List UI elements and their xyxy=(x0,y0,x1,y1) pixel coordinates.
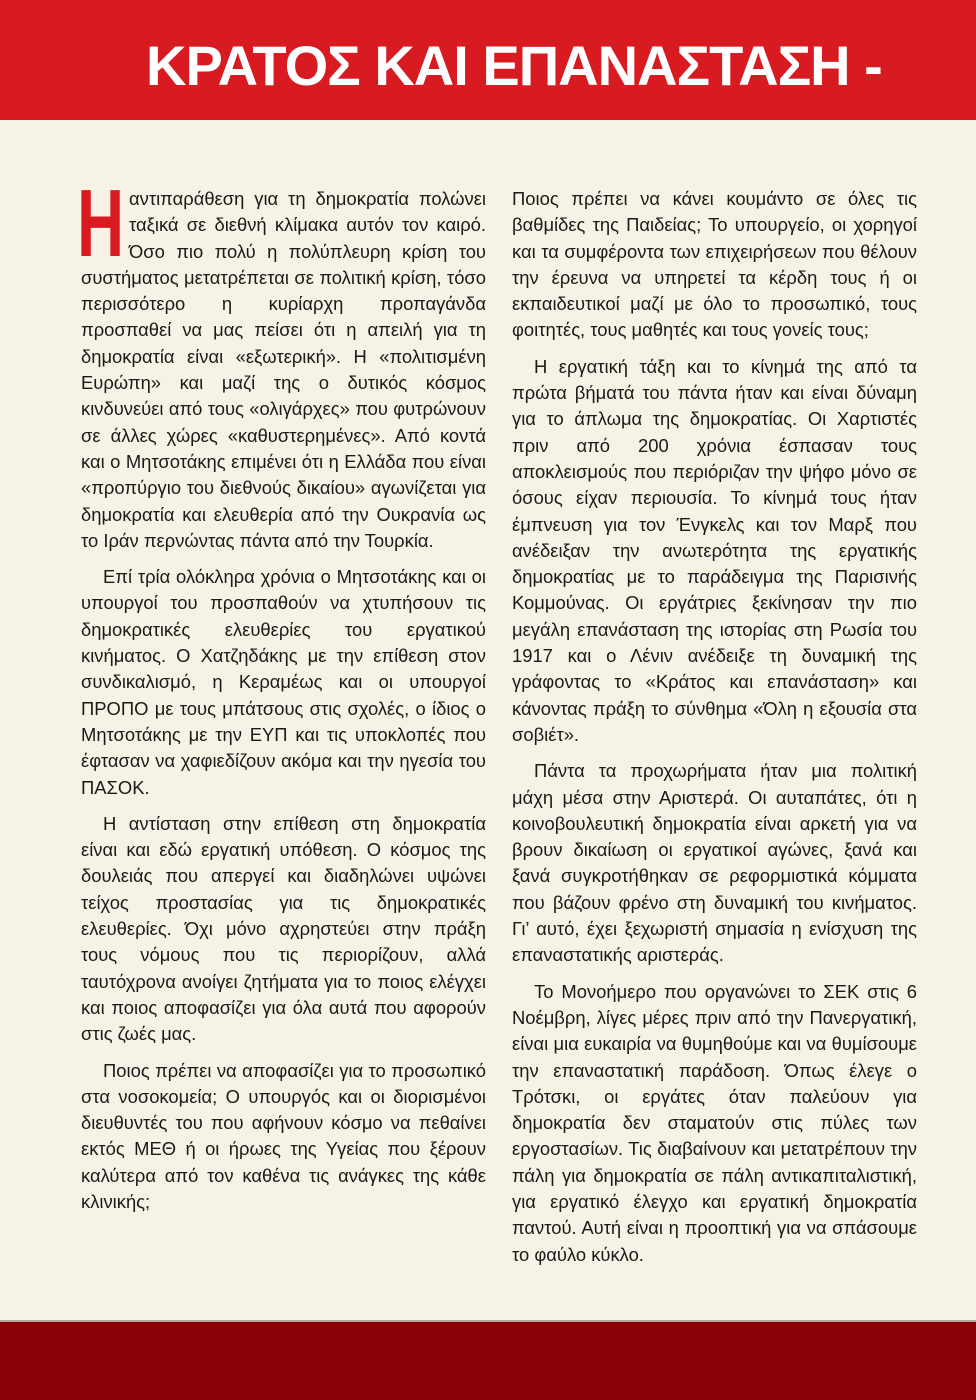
paragraph-intro xyxy=(77,170,486,554)
paragraph: Η εργατική τάξη και το κίνημά της από τα πρώτα βήματά του πάντα ήταν και είναι δύναμη για το άπλωμα της δημοκρατίας. Οι Χαρτιστές πριν από 200 χρόνια έσπασαν τους αποκλεισμούς που περιόριζαν την ψήφο μόνο σε όσους είχαν περιουσία. Το κίνημά τους ήταν έμπνευση για τον Ένγκελς και τον Μαρξ που ανέδειξαν την ανωτερότητα της εργατικής δημοκρατίας με το παράδειγμα της Παρισινής Κομμούνας. Οι εργάτριες ξεκίνησαν την πιο μεγάλη επανάσταση της ιστορίας στη Ρωσία του 1917 και ο Λένιν ανέδειξε τη δυναμική της γράφοντας το «Κράτος και επανάσταση» και κάνοντας πράξη το σύνθημα «Όλη η εξουσία στα σοβιέτ». xyxy=(512,355,917,745)
drop-cap: Η xyxy=(77,170,125,277)
paragraph: Πάντα τα προχωρήματα ήταν μια πολιτική μάχη μέσα στην Αριστερά. Οι αυταπάτες, ότι η κοινοβουλευτική δημοκρατία είναι αρκετή για να βρουν δικαίωση οι εργατικοί αγώνες, ξανά και ξανά συγκροτήθηκαν σε ρεφορμιστικά κόμματα που βάζουν φρένο στη δυναμική του κινήματος. Γι’ αυτό, έχει ξεχωριστή σημασία η ενίσχυση της επαναστατικής αριστεράς. xyxy=(512,760,917,966)
paragraph: Το Μονοήμερο που οργανώνει το ΣΕΚ στις 6 Νοέμβρη, λίγες μέρες πριν από την Πανεργατική, είναι μια ευκαιρία να θυμηθούμε και να θυμίσουμε την επαναστατική παράδοση. Όπως έλεγε ο Τρότσκι, οι εργάτες όταν παλεύουν για δημοκρατία δεν σταματούν στις πύλες των εργοστασίων. Τις διαβαίνουν και μετατρέπουν την πάλη για δημοκρατία σε πάλη αντικαπιταλιστική, για εργατικό έλεγχο και εργατική δημοκρατία παντού. Αυτή είναι η προοπτική για να σπάσουμε το φαύλο κύκλο. xyxy=(512,980,917,1265)
paragraph: Η αντίσταση στην επίθεση στη δημοκρατία είναι και εδώ εργατική υπόθεση. Ο κόσμος της δουλειάς που απεργεί και διαδηλώνει υψώνει τείχος προστασίας για τις δημοκρατικές ελευθερίες. Όχι μόνο αχρηστεύει στην πράξη τους νόμους που τις περιορίζουν, αλλά ταυτόχρονα ανοίγει ζητήματα για το ποιος ελέγχει και ποιος αποφασίζει για όλα αυτά που αφορούν στις ζωές μας. xyxy=(81,812,486,1045)
article-body xyxy=(77,170,917,1276)
paragraph-intro-text: αντιπαράθεση για τη δημοκρατία πολώνει ταξικά σε διεθνή κλίμακα αυτόν τον καιρό. Όσο πιο πολύ η πολύπλευρη κρίση του συστήματος μετατρέπεται σε πολιτική κρίση, τόσο περισσότερο η κυρίαρχη προπαγάνδα προσπαθεί να μας πείσει ότι η απειλή για τη δημοκρατία είναι «εξωτερική». Η «πολιτισμένη Ευρώπη» και μαζί της ο δυτικός κόσμος κινδυνεύει από τους «ολιγάρχες» που φυτρώνουν σε άλλες χώρες «καθυστερημένες». Από κοντά και ο Μητσοτάκης επιμένει ότι η Ελλάδα που είναι «προπύργιο του διεθνούς δικαίου» αγωνίζεται για δημοκρατία και ελευθερία από την Ουκρανία ως το Ιράν περνώντας πάντα από την Τουρκία. xyxy=(81,188,486,551)
paragraph: Ποιος πρέπει να κάνει κουμάντο σε όλες τις βαθμίδες της Παιδείας; Το υπουργείο, οι χορηγοί και τα συμφέροντα των επιχειρήσεων που θέλουν την έρευνα να υπηρετεί τα κέρδη τους ή οι εκπαιδευτικοί μαζί με όλο το προσωπικό, τους φοιτητές, τους μαθητές και τους γονείς τους; xyxy=(512,188,917,341)
footer-band xyxy=(0,1322,976,1400)
header-band xyxy=(0,0,976,120)
page-title: ΚΡΑΤΟΣ ΚΑΙ ΕΠΑΝΑΣΤΑΣΗ - xyxy=(146,34,882,97)
paragraph: Επί τρία ολόκληρα χρόνια ο Μητσοτάκης και οι υπουργοί του προσπαθούν να χτυπήσουν τις δημοκρατικές ελευθερίες του εργατικού κινήματος. Ο Χατζηδάκης με την επίθεση στον συνδικαλισμό, η Κεραμέως και οι υπουργοί ΠΡΟΠΟ με τους μπάτσους στις σχολές, ο ίδιος ο Μητσοτάκης με την ΕΥΠ και τις υποκλοπές που έφτασαν να χαφιεδίζουν ακόμα και την ηγεσία του ΠΑΣΟΚ. xyxy=(81,566,486,798)
right-column xyxy=(512,186,917,1276)
left-column xyxy=(77,170,486,1276)
paragraph: Ποιος πρέπει να αποφασίζει για το προσωπικό στα νοσοκομεία; Ο υπουργός και οι διορισμένοι διευθυντές του που αφήνουν κόσμο να πεθαίνει εκτός ΜΕΘ ή οι ήρωες της Υγείας που ξέρουν καλύτερα από τον καθένα τις ανάγκες της κάθε κλινικής; xyxy=(81,1059,486,1212)
